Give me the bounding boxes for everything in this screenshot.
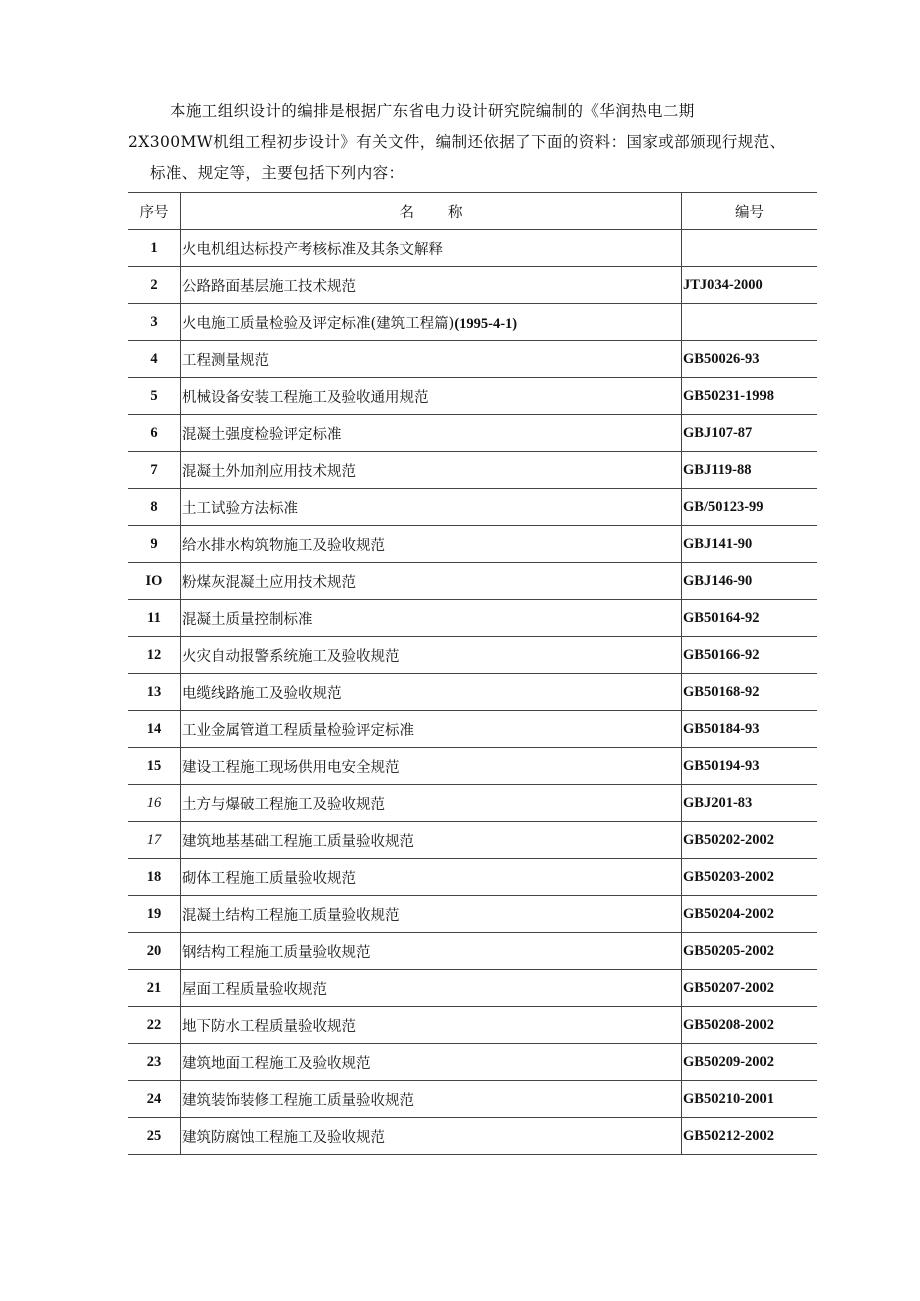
row-name-cell xyxy=(181,526,682,563)
table-row xyxy=(128,1118,817,1155)
row-name: 土方与爆破工程施工及验收规范 xyxy=(182,796,385,813)
row-name-cell xyxy=(181,600,682,637)
table-row xyxy=(128,970,817,1007)
table-row xyxy=(128,748,817,785)
table-header-row xyxy=(128,193,817,230)
table-row xyxy=(128,637,817,674)
row-number: 3 xyxy=(128,304,181,341)
row-name-cell xyxy=(181,637,682,674)
row-name-cell xyxy=(181,1081,682,1118)
header-name: 名称 xyxy=(181,193,682,230)
row-name-cell xyxy=(181,711,682,748)
row-code: GB50184-93 xyxy=(682,711,818,748)
row-code: GB50208-2002 xyxy=(682,1007,818,1044)
row-name: 建筑装饰装修工程施工质量验收规范 xyxy=(182,1092,414,1109)
row-code: GB50164-92 xyxy=(682,600,818,637)
table-row xyxy=(128,526,817,563)
table-row xyxy=(128,785,817,822)
row-name: 混凝土结构工程施工质量验收规范 xyxy=(182,907,400,924)
row-number: 7 xyxy=(128,452,181,489)
table-row xyxy=(128,674,817,711)
row-name: 建筑地基基础工程施工质量验收规范 xyxy=(182,833,414,850)
row-name: 地下防水工程质量验收规范 xyxy=(182,1018,356,1035)
table-row xyxy=(128,267,817,304)
row-name: 工程测量规范 xyxy=(182,352,269,369)
row-number: 5 xyxy=(128,378,181,415)
row-name: 火电机组达标投产考核标准及其条文解释 xyxy=(182,241,443,258)
row-number: 18 xyxy=(128,859,181,896)
table-row xyxy=(128,711,817,748)
row-code: GBJ107-87 xyxy=(682,415,818,452)
row-number: 21 xyxy=(128,970,181,1007)
row-name-cell xyxy=(181,748,682,785)
row-name: 机械设备安装工程施工及验收通用规范 xyxy=(182,389,429,406)
table-row xyxy=(128,600,817,637)
row-number: 6 xyxy=(128,415,181,452)
row-name: 给水排水构筑物施工及验收规范 xyxy=(182,537,385,554)
table-body xyxy=(128,230,817,1155)
row-name-date: (1995-4-1) xyxy=(454,315,518,332)
row-name-cell xyxy=(181,674,682,711)
row-name: 电缆线路施工及验收规范 xyxy=(182,685,342,702)
row-code: GB50203-2002 xyxy=(682,859,818,896)
table-row xyxy=(128,822,817,859)
row-code: GB50231-1998 xyxy=(682,378,818,415)
row-code: GB50212-2002 xyxy=(682,1118,818,1155)
row-name-cell xyxy=(181,341,682,378)
table-row xyxy=(128,933,817,970)
row-code: GB50210-2001 xyxy=(682,1081,818,1118)
row-name: 混凝土外加剂应用技术规范 xyxy=(182,463,356,480)
row-number: 14 xyxy=(128,711,181,748)
row-name-cell xyxy=(181,378,682,415)
header-code: 编号 xyxy=(682,193,818,230)
row-name: 土工试验方法标准 xyxy=(182,500,298,517)
row-number: 8 xyxy=(128,489,181,526)
row-name-cell xyxy=(181,822,682,859)
row-name-cell xyxy=(181,896,682,933)
row-name: 火电施工质量检验及评定标准(建筑工程篇) xyxy=(182,315,455,332)
row-code: GB/50123-99 xyxy=(682,489,818,526)
row-number: 17 xyxy=(128,822,181,859)
row-name-cell xyxy=(181,933,682,970)
row-code: GBJ119-88 xyxy=(682,452,818,489)
row-number: 25 xyxy=(128,1118,181,1155)
row-number: 15 xyxy=(128,748,181,785)
row-number: 9 xyxy=(128,526,181,563)
row-code: JTJ034-2000 xyxy=(682,267,818,304)
row-number: 1 xyxy=(128,230,181,267)
row-name: 工业金属管道工程质量检验评定标准 xyxy=(182,722,414,739)
table-row xyxy=(128,859,817,896)
row-code: GB50207-2002 xyxy=(682,970,818,1007)
table-row xyxy=(128,1044,817,1081)
row-name-cell xyxy=(181,452,682,489)
header-number: 序号 xyxy=(128,193,181,230)
row-name-cell xyxy=(181,489,682,526)
row-name-cell xyxy=(181,859,682,896)
row-code: GBJ146-90 xyxy=(682,563,818,600)
table-row xyxy=(128,563,817,600)
row-name: 建筑防腐蚀工程施工及验收规范 xyxy=(182,1129,385,1146)
row-name: 砌体工程施工质量验收规范 xyxy=(182,870,356,887)
intro-paragraph xyxy=(128,96,818,189)
row-code: GB50194-93 xyxy=(682,748,818,785)
row-name-cell xyxy=(181,230,682,267)
row-code: GBJ141-90 xyxy=(682,526,818,563)
standards-table xyxy=(128,192,817,1155)
row-number: 13 xyxy=(128,674,181,711)
row-name-cell xyxy=(181,1044,682,1081)
row-code: GB50202-2002 xyxy=(682,822,818,859)
table-row xyxy=(128,452,817,489)
row-name: 建筑地面工程施工及验收规范 xyxy=(182,1055,371,1072)
row-number: 24 xyxy=(128,1081,181,1118)
row-name: 钢结构工程施工质量验收规范 xyxy=(182,944,371,961)
row-code: GB50168-92 xyxy=(682,674,818,711)
row-name: 建设工程施工现场供用电安全规范 xyxy=(182,759,400,776)
row-code: GB50204-2002 xyxy=(682,896,818,933)
row-name: 混凝土强度检验评定标准 xyxy=(182,426,342,443)
row-name-cell xyxy=(181,563,682,600)
intro-line-2: 2X300MW机组工程初步设计》有关文件，编制还依据了下面的资料：国家或部颁现行规范、 xyxy=(128,133,786,151)
row-number: IO xyxy=(128,563,181,600)
table-row xyxy=(128,378,817,415)
row-name-cell xyxy=(181,970,682,1007)
row-number: 20 xyxy=(128,933,181,970)
row-code xyxy=(682,230,818,267)
table-row xyxy=(128,1007,817,1044)
row-name: 粉煤灰混凝土应用技术规范 xyxy=(182,574,356,591)
row-number: 23 xyxy=(128,1044,181,1081)
row-name-cell xyxy=(181,785,682,822)
table-row xyxy=(128,415,817,452)
row-name: 屋面工程质量验收规范 xyxy=(182,981,327,998)
row-name-cell xyxy=(181,267,682,304)
row-name-cell xyxy=(181,415,682,452)
row-number: 4 xyxy=(128,341,181,378)
row-code xyxy=(682,304,818,341)
row-name: 公路路面基层施工技术规范 xyxy=(182,278,356,295)
table-row xyxy=(128,304,817,341)
row-name-cell xyxy=(181,1007,682,1044)
row-number: 19 xyxy=(128,896,181,933)
row-code: GB50209-2002 xyxy=(682,1044,818,1081)
row-number: 12 xyxy=(128,637,181,674)
row-number: 11 xyxy=(128,600,181,637)
table-row xyxy=(128,1081,817,1118)
row-code: GB50026-93 xyxy=(682,341,818,378)
intro-line-1: 本施工组织设计的编排是根据广东省电力设计研究院编制的《华润热电二期 xyxy=(170,102,695,120)
row-name: 火灾自动报警系统施工及验收规范 xyxy=(182,648,400,665)
row-name-cell xyxy=(181,304,682,341)
row-number: 22 xyxy=(128,1007,181,1044)
table-row xyxy=(128,489,817,526)
table-row xyxy=(128,230,817,267)
table-row xyxy=(128,896,817,933)
table-row xyxy=(128,341,817,378)
row-code: GB50166-92 xyxy=(682,637,818,674)
row-name: 混凝土质量控制标准 xyxy=(182,611,313,628)
row-name-cell xyxy=(181,1118,682,1155)
intro-line-3: 标准、规定等，主要包括下列内容： xyxy=(150,164,405,182)
row-code: GB50205-2002 xyxy=(682,933,818,970)
row-number: 16 xyxy=(128,785,181,822)
row-code: GBJ201-83 xyxy=(682,785,818,822)
row-number: 2 xyxy=(128,267,181,304)
